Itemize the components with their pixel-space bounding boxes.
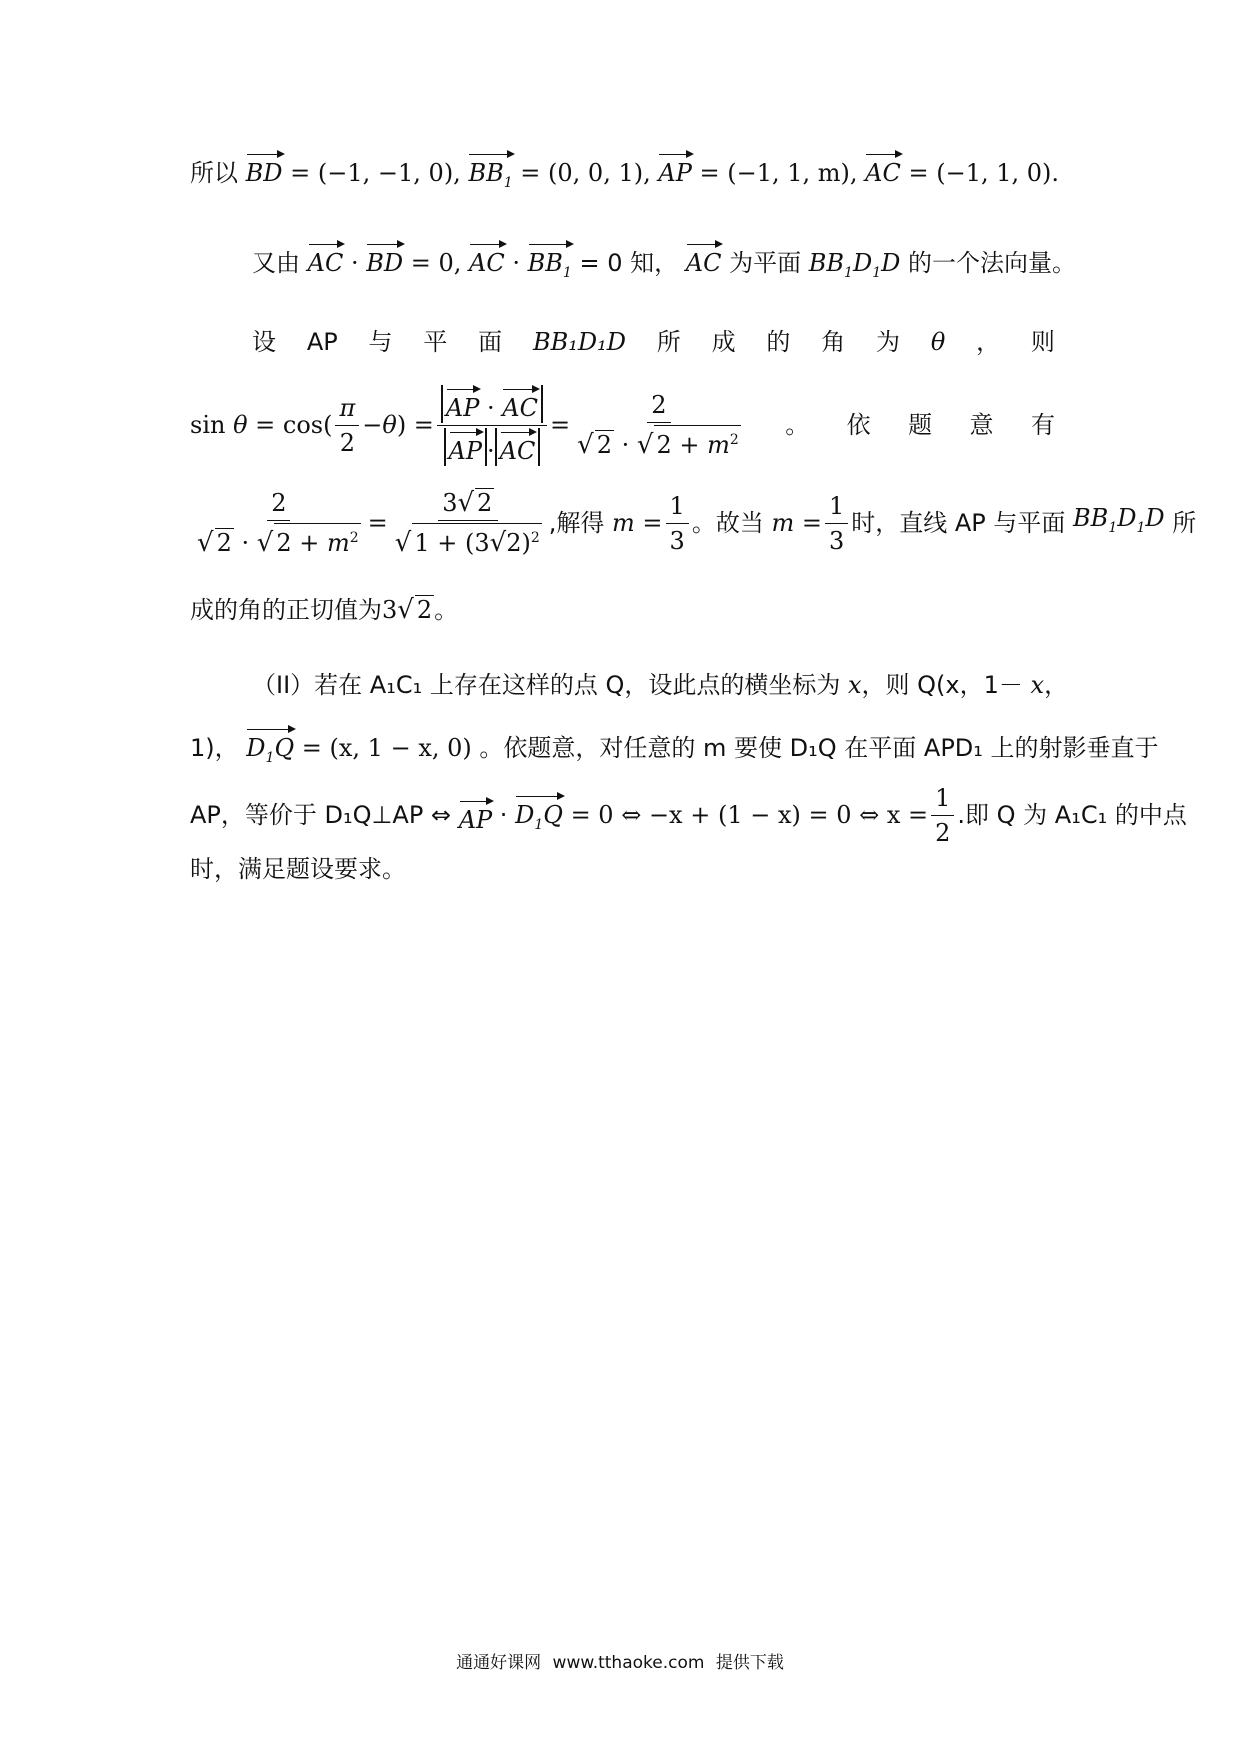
equation-part: = (−1, −1, 0), bbox=[290, 159, 461, 187]
equation-part: = 0 知， bbox=[579, 249, 679, 277]
text-part: 的一个法向量。 bbox=[908, 249, 1077, 277]
vector-ac: AC bbox=[865, 150, 901, 186]
word: 依 bbox=[846, 411, 871, 439]
fraction-pi-over-2: $\frac{\pi}{2}$ bbox=[335, 393, 359, 458]
word: 与 bbox=[368, 328, 393, 356]
sine-formula: sin θ = cos( $\frac{\pi}{2}$ − θ ) = $\frac{AP \cdot AC}{AP \cdot AC}$ = $\frac{2}{√ 2 \cdot √ 2 + m^2}$ bbox=[190, 385, 748, 466]
normal-vector-line: 又由 AC · BD = 0, AC · $BB_1 = 0$ 知， AC 为平面 $BB_1D_1D$ 的一个法向量。 bbox=[252, 240, 1055, 290]
vector-ac: AC bbox=[308, 240, 344, 276]
angle-setup-line bbox=[252, 325, 1055, 359]
solution: ,解得 m = $\frac{1}{3}$ 。故当 m = $\frac{1}{3}$ 时，直线 AP 与平面 $BB_1D_1D$ bbox=[548, 491, 1173, 555]
d1q-vector-line bbox=[190, 725, 1159, 771]
word: 则 bbox=[1030, 328, 1055, 356]
text-part: .即 Q 为 A₁C₁ 的中点 bbox=[957, 801, 1187, 829]
text-part: 。依题意，对任意的 m 要使 D₁Q 在平面 APD₁ 上的射影垂直于 bbox=[479, 734, 1159, 762]
word: 题 bbox=[908, 411, 933, 439]
text-part: 。 bbox=[434, 596, 459, 624]
vector-ap: AP bbox=[459, 797, 492, 833]
word: BB₁D₁D bbox=[532, 328, 626, 356]
tangent-result-line: 成的角的正切值为3√ 2。 bbox=[190, 595, 459, 625]
text-part: 。故当 bbox=[691, 509, 764, 537]
conclusion-line bbox=[190, 852, 1055, 886]
footer-download-text: 提供下载 bbox=[715, 1653, 784, 1673]
text-part: （II）若在 A₁C₁ 上存在这样的点 Q，设此点的横坐标为 bbox=[252, 671, 841, 699]
text-part: ， bbox=[1044, 671, 1069, 699]
fraction-result: $\frac{2}{√ 2 \cdot √ 2 + m^2}$ bbox=[577, 391, 739, 460]
word: 有 bbox=[1030, 411, 1055, 439]
part-ii-intro-line: （II）若在 A₁C₁ 上存在这样的点 Q，设此点的横坐标为 x ，则 Q(x，1－ x， bbox=[252, 671, 1069, 699]
vector-bd: BD bbox=[246, 150, 283, 186]
vector-d1q: $D_1Q$ bbox=[515, 792, 563, 838]
word: 所 bbox=[656, 328, 681, 356]
vector-bb1: $BB_1$ bbox=[468, 150, 512, 196]
vector-definitions-line bbox=[190, 150, 1060, 196]
text-part: 成的角的正切值为 bbox=[190, 596, 382, 624]
text-part: ，则 Q(x，1－ bbox=[861, 671, 1023, 699]
text-part: 所 bbox=[1172, 509, 1197, 537]
equation: $\frac{2}{√ 2 \cdot √ 2 + m^2}$ = $\frac{3√ 2}{√ 1 + (3√2)^2}$ bbox=[190, 488, 549, 558]
vector-bb1: $BB_1$ bbox=[528, 240, 572, 286]
line-prefix: 所以 bbox=[190, 159, 238, 187]
word: 平 bbox=[423, 328, 448, 356]
plane-name: $BB_1D_1D$ bbox=[808, 249, 901, 281]
word: 设 bbox=[252, 328, 276, 356]
equation-part: = 0 ⇔ −x + (1 − x) = 0 ⇔ x = bbox=[570, 801, 929, 829]
text-part: AP，等价于 D₁Q⊥AP ⇔ bbox=[190, 801, 452, 829]
text-part: 1)， bbox=[190, 734, 239, 762]
word: 为 bbox=[876, 328, 901, 356]
perpendicular-condition-line: AP，等价于 D₁Q⊥AP ⇔ AP · $D_1Q$ = 0 ⇔ −x + (1 − x) = 0 ⇔ x = $\frac{1}{2}$ .即 Q 为 A₁C₁ 的中点 bbox=[190, 783, 1187, 847]
equation-part: = (0, 0, 1), bbox=[520, 159, 651, 187]
vector-ap: AP bbox=[658, 150, 691, 186]
equation-part: = 0, bbox=[410, 249, 462, 277]
vector-ac: AC bbox=[469, 240, 505, 276]
page-footer bbox=[0, 1648, 1240, 1673]
word: 成 bbox=[711, 328, 736, 356]
fraction-one-half: $\frac{1}{2}$ bbox=[931, 783, 954, 848]
text-part: 时，直线 AP 与平面 bbox=[851, 509, 1066, 537]
sine-formula-line bbox=[190, 380, 1055, 470]
vector-d1q: $D_1Q$ bbox=[246, 725, 294, 771]
text-part: ,解得 bbox=[548, 509, 605, 537]
equation-part: = (x, 1 − x, 0) bbox=[301, 734, 472, 762]
word: 的 bbox=[766, 328, 791, 356]
fraction-dot-over-norms: $\frac{AP \cdot AC}{AP \cdot AC}$ bbox=[437, 385, 547, 466]
footer-site-name: 通通好课网 bbox=[456, 1653, 542, 1673]
fraction-left: $\frac{2}{√ 2 \cdot √ 2 + m^2}$ bbox=[197, 489, 359, 558]
equation-part: = (−1, 1, m), bbox=[699, 159, 858, 187]
word: 意 bbox=[969, 411, 994, 439]
word: AP bbox=[306, 328, 338, 356]
word: 面 bbox=[478, 328, 503, 356]
word: ， bbox=[976, 328, 1001, 356]
solve-equation-line bbox=[190, 478, 1197, 568]
fraction-right: $\frac{3√ 2}{√ 1 + (3√2)^2}$ bbox=[394, 488, 540, 558]
text-part: 时，满足题设要求。 bbox=[190, 855, 406, 883]
word: 。 bbox=[785, 411, 810, 439]
equation-part: = (−1, 1, 0). bbox=[908, 159, 1060, 187]
vector-bd: BD bbox=[366, 240, 403, 276]
vector-ac: AC bbox=[686, 240, 722, 276]
fraction-one-third: $\frac{1}{3}$ bbox=[825, 491, 848, 556]
footer-url[interactable]: www.tthaoke.com bbox=[552, 1653, 705, 1673]
word: θ bbox=[930, 328, 946, 356]
text-part: 为平面 bbox=[729, 249, 802, 277]
word: 角 bbox=[821, 328, 846, 356]
fraction-one-third: $\frac{1}{3}$ bbox=[666, 491, 689, 556]
line-prefix: 又由 bbox=[252, 249, 300, 277]
